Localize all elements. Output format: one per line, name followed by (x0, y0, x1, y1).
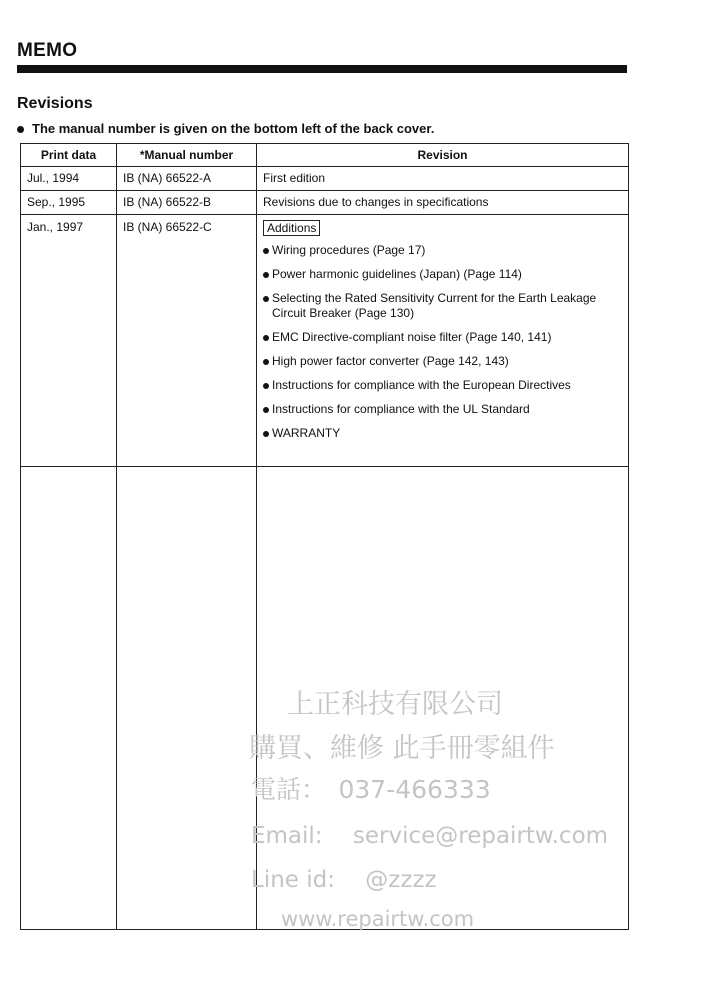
list-item (263, 291, 622, 321)
manual-number-note (17, 121, 434, 136)
list-item-text: EMC Directive-compliant noise filter (Page 140, 141) (272, 330, 552, 344)
revisions-table (20, 143, 629, 930)
bullet-icon (17, 126, 24, 133)
bullet-icon (263, 359, 269, 365)
list-item (263, 378, 622, 393)
title-rule (17, 65, 627, 73)
list-item (263, 426, 622, 441)
list-item (263, 267, 622, 282)
bullet-icon (263, 335, 269, 341)
list-item (263, 354, 622, 369)
list-item-text: Instructions for compliance with the UL Standard (272, 402, 530, 416)
list-item-text: Selecting the Rated Sensitivity Current for the Earth Leakage Circuit Breaker (Page 130) (272, 291, 597, 320)
list-item-text: WARRANTY (272, 426, 341, 440)
bullet-icon (263, 272, 269, 278)
table-row (21, 167, 629, 191)
cell-manual: IB (NA) 66522-C (117, 215, 257, 467)
watermark-service: 購買、維修 此手冊零組件 (249, 733, 555, 764)
bullet-icon (263, 248, 269, 254)
table-header-row (21, 144, 629, 167)
watermark-phone: 電話： 037-466333 (251, 775, 491, 804)
list-item (263, 330, 622, 345)
cell-date: Jul., 1994 (21, 167, 117, 191)
cell-revision: First edition (257, 167, 629, 191)
watermark-line: Line id: @zzzz (251, 867, 437, 893)
bullet-icon (263, 431, 269, 437)
additions-list (263, 243, 622, 441)
list-item-text: Wiring procedures (Page 17) (272, 243, 426, 257)
header-manual-number: *Manual number (117, 144, 257, 167)
bullet-icon (263, 296, 269, 302)
list-item (263, 243, 622, 258)
section-title: Revisions (17, 95, 93, 112)
cell-revision: Revisions due to changes in specifications (257, 191, 629, 215)
cell-manual: IB (NA) 66522-A (117, 167, 257, 191)
cell-manual: IB (NA) 66522-B (117, 191, 257, 215)
list-item (263, 402, 622, 417)
cell-date: Jan., 1997 (21, 215, 117, 467)
watermark-email: Email: service@repairtw.com (251, 823, 609, 849)
page-title: MEMO (17, 40, 78, 61)
cell-empty (117, 467, 257, 930)
table-row (21, 215, 629, 467)
list-item-text: Instructions for compliance with the European Directives (272, 378, 571, 392)
list-item-text: High power factor converter (Page 142, 143) (272, 354, 509, 368)
list-item-text: Power harmonic guidelines (Japan) (Page 114) (272, 267, 522, 281)
header-print-data: Print data (21, 144, 117, 167)
watermark-site: www.repairtw.com (281, 907, 475, 931)
watermark-company: 上正科技有限公司 (287, 689, 503, 720)
note-text: The manual number is given on the bottom left of the back cover. (32, 121, 435, 136)
cell-revision (257, 215, 629, 467)
table-row (21, 191, 629, 215)
additions-label: Additions (263, 220, 320, 236)
cell-empty (21, 467, 117, 930)
bullet-icon (263, 407, 269, 413)
header-revision: Revision (257, 144, 629, 167)
cell-date: Sep., 1995 (21, 191, 117, 215)
bullet-icon (263, 383, 269, 389)
